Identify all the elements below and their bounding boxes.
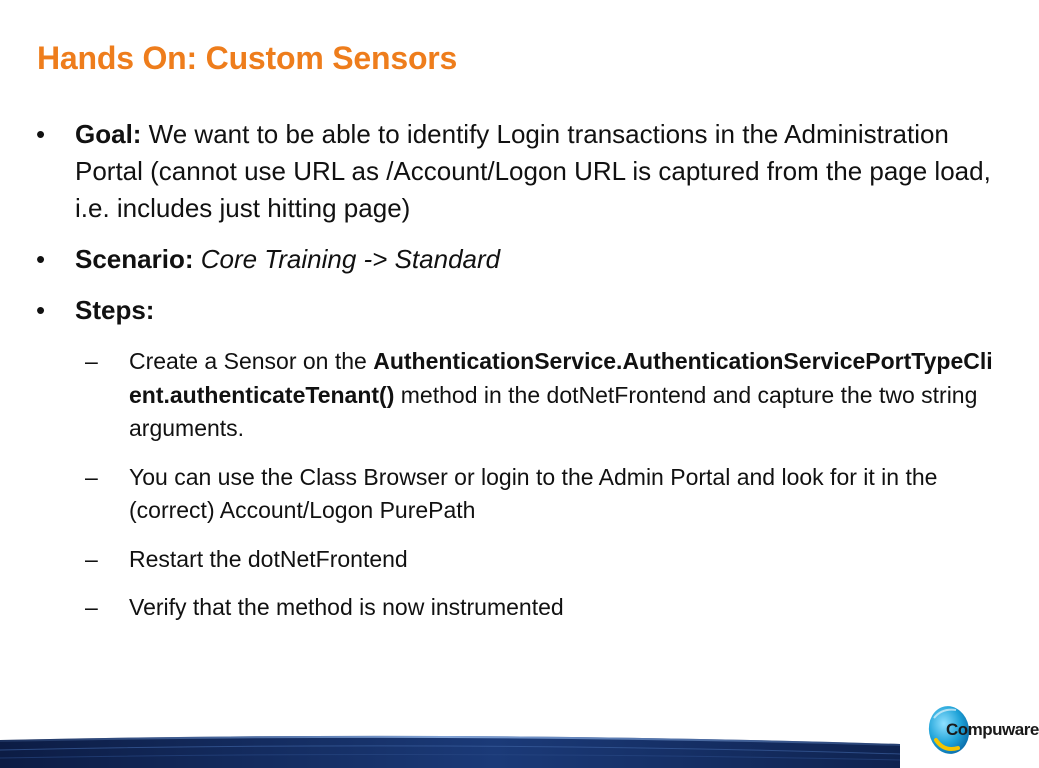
goal-label: Goal: [75, 119, 142, 149]
step-text: Restart the dotNetFrontend [129, 545, 408, 572]
steps-list [75, 345, 996, 625]
goal-text: We want to be able to identify Login transactions in the Administration Portal (cannot use URL as /Account/Logon URL is captured from the page load, i.e. includes just hitting page) [75, 119, 991, 223]
bullet-dot: • [36, 119, 46, 149]
steps-label: Steps: [75, 295, 155, 325]
dash-marker: – [85, 348, 98, 374]
dash-marker: – [85, 463, 98, 490]
bullet-scenario [36, 241, 996, 278]
step-item [85, 543, 996, 577]
step-text: Create a Sensor on the [129, 348, 374, 374]
step-item [85, 345, 996, 446]
step-item [85, 461, 996, 528]
scenario-label: Scenario: [75, 244, 194, 274]
compuware-logo [924, 700, 1039, 758]
bullet-dot: • [36, 244, 46, 274]
step-item [85, 591, 996, 625]
slide-title: Hands On: Custom Sensors [37, 40, 458, 76]
dash-marker: – [85, 545, 98, 572]
logo-text: Compuware [946, 720, 1039, 739]
step-text: You can use the Class Browser or login to the Admin Portal and look for it in the (correct) Account/Logon PurePath [129, 463, 938, 523]
step-text: Verify that the method is now instrumented [129, 594, 564, 620]
bullet-dot: • [36, 295, 46, 325]
bullet-list [36, 116, 996, 640]
scenario-text: Core Training -> Standard [193, 244, 501, 274]
step-method-name: AuthenticationService.AuthenticationServicePortTypeClient.authenticateTenant() [129, 348, 993, 408]
dash-marker: – [85, 594, 98, 620]
footer-band [0, 728, 1024, 768]
step-text: method in the dotNetFrontend and capture the two string arguments. [129, 381, 978, 441]
bullet-goal [36, 116, 996, 227]
bullet-steps [36, 292, 996, 625]
